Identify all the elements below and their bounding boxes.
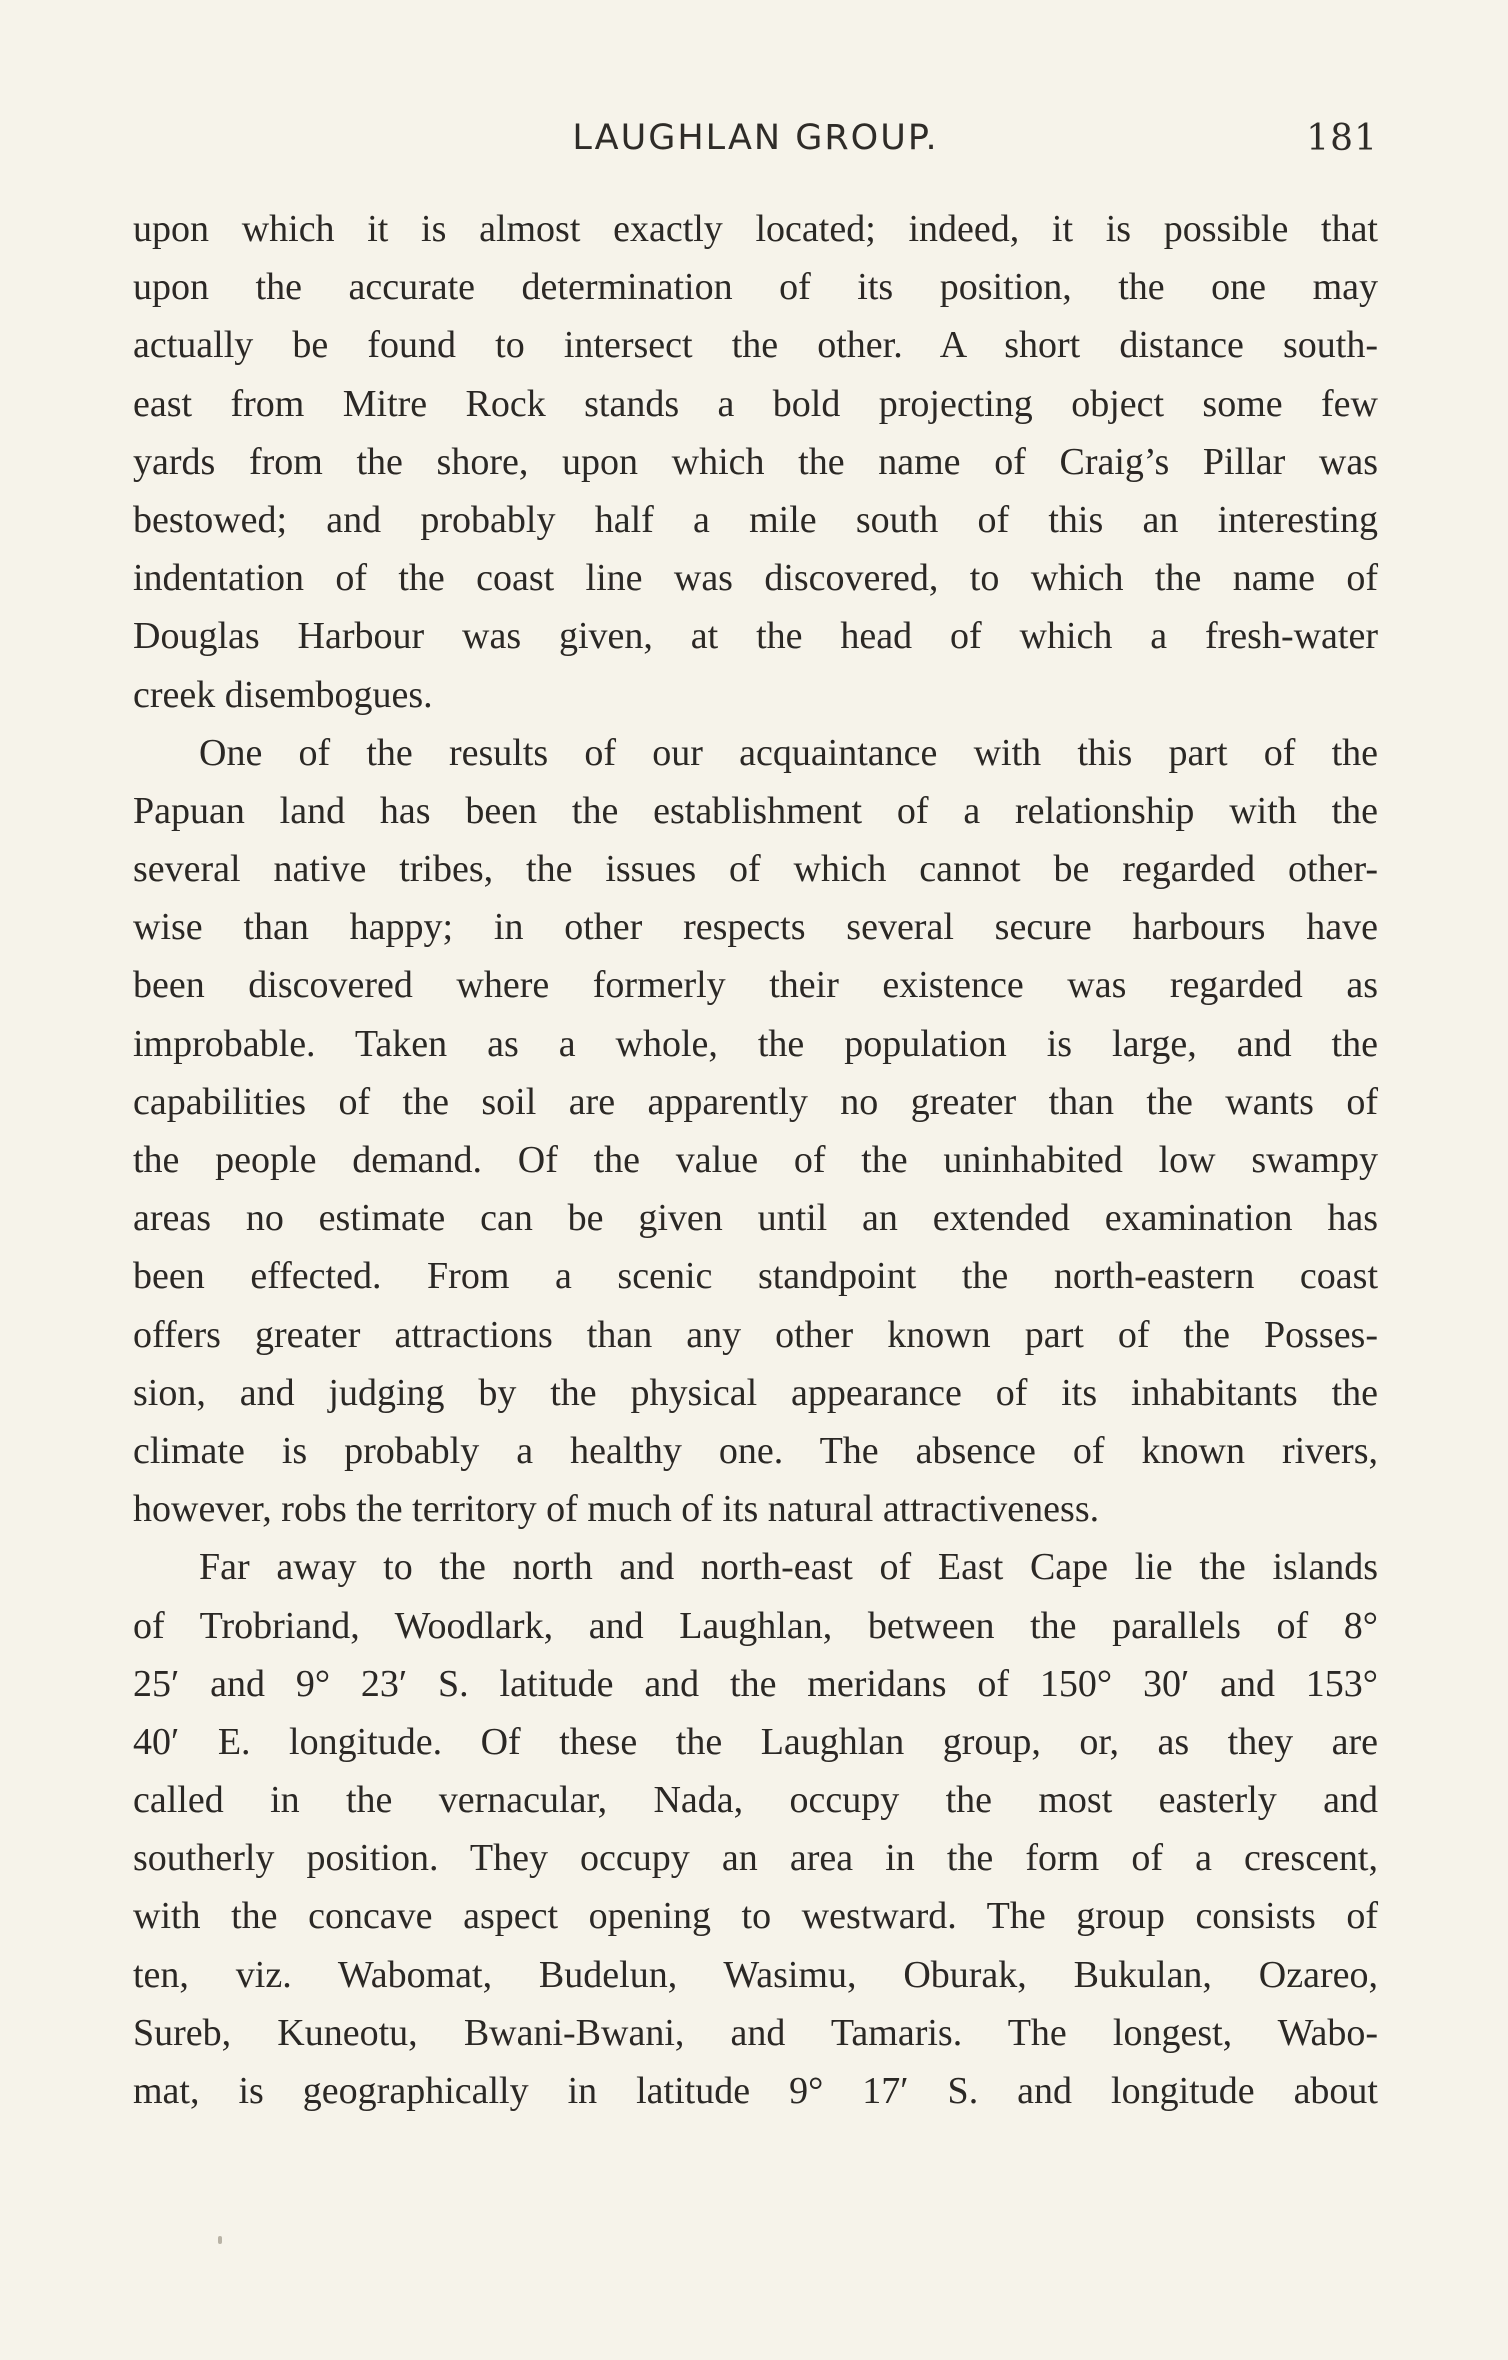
text-line: east from Mitre Rock stands a bold projecting object some few	[133, 382, 1378, 425]
text-line: with the concave aspect opening to westward. The group consists of	[133, 1895, 1378, 1938]
paragraph-1	[133, 200, 1378, 724]
text-line: several native tribes, the issues of which cannot be regarded other-	[133, 848, 1378, 891]
text-line: of Trobriand, Woodlark, and Laughlan, between the parallels of 8°	[133, 1604, 1378, 1647]
text-line: been discovered where formerly their existence was regarded as	[133, 964, 1378, 1007]
paragraph-2	[133, 724, 1378, 1539]
text-line: capabilities of the soil are apparently no greater than the wants of	[133, 1080, 1378, 1123]
text-line: Sureb, Kuneotu, Bwani-Bwani, and Tamaris. The longest, Wabo-	[133, 2011, 1378, 2054]
text-line: upon the accurate determination of its position, the one may	[133, 266, 1378, 309]
page-number: 181	[1306, 118, 1378, 159]
text-line: One of the results of our acquaintance with this part of the	[199, 731, 1378, 774]
running-title: LAUGHLAN GROUP.	[572, 118, 939, 158]
text-line: bestowed; and probably half a mile south of this an interesting	[133, 498, 1378, 541]
text-line: wise than happy; in other respects several secure harbours have	[133, 906, 1378, 949]
text-line: Far away to the north and north-east of East Cape lie the islands	[199, 1546, 1378, 1589]
text-line: called in the vernacular, Nada, occupy the most easterly and	[133, 1779, 1378, 1822]
text-line: improbable. Taken as a whole, the population is large, and the	[133, 1022, 1378, 1065]
text-line: 25′ and 9° 23′ S. latitude and the meridans of 150° 30′ and 153°	[133, 1662, 1378, 1705]
text-line: ten, viz. Wabomat, Budelun, Wasimu, Oburak, Bukulan, Ozareo,	[133, 1953, 1378, 1996]
text-line: creek disembogues.	[133, 673, 433, 716]
text-line: yards from the shore, upon which the name of Craig’s Pillar was	[133, 440, 1378, 483]
paragraph-3	[133, 1538, 1378, 2120]
text-line: actually be found to intersect the other. A short distance south-	[133, 324, 1378, 367]
text-line: indentation of the coast line was discovered, to which the name of	[133, 557, 1378, 600]
text-line: southerly position. They occupy an area in the form of a crescent,	[133, 1837, 1378, 1880]
text-line: Papuan land has been the establishment of a relationship with the	[133, 789, 1378, 832]
text-line: been effected. From a scenic standpoint the north-eastern coast	[133, 1255, 1378, 1298]
text-line: however, robs the territory of much of its natural attractiveness.	[133, 1488, 1100, 1531]
text-line: 40′ E. longitude. Of these the Laughlan group, or, as they are	[133, 1720, 1378, 1763]
text-line: mat, is geographically in latitude 9° 17′ S. and longitude about	[133, 2070, 1378, 2112]
text-line: climate is probably a healthy one. The absence of known rivers,	[133, 1429, 1378, 1472]
running-head	[133, 118, 1378, 162]
paper-speck	[218, 2236, 222, 2244]
text-line: offers greater attractions than any other known part of the Posses-	[133, 1313, 1378, 1356]
text-line: the people demand. Of the value of the uninhabited low swampy	[133, 1139, 1378, 1181]
text-line: Douglas Harbour was given, at the head of which a fresh-water	[133, 615, 1378, 658]
text-line: areas no estimate can be given until an extended examination has	[133, 1197, 1378, 1240]
text-line: upon which it is almost exactly located; indeed, it is possible that	[133, 208, 1378, 250]
body-text	[133, 200, 1378, 2120]
text-line: sion, and judging by the physical appearance of its inhabitants the	[133, 1371, 1378, 1414]
